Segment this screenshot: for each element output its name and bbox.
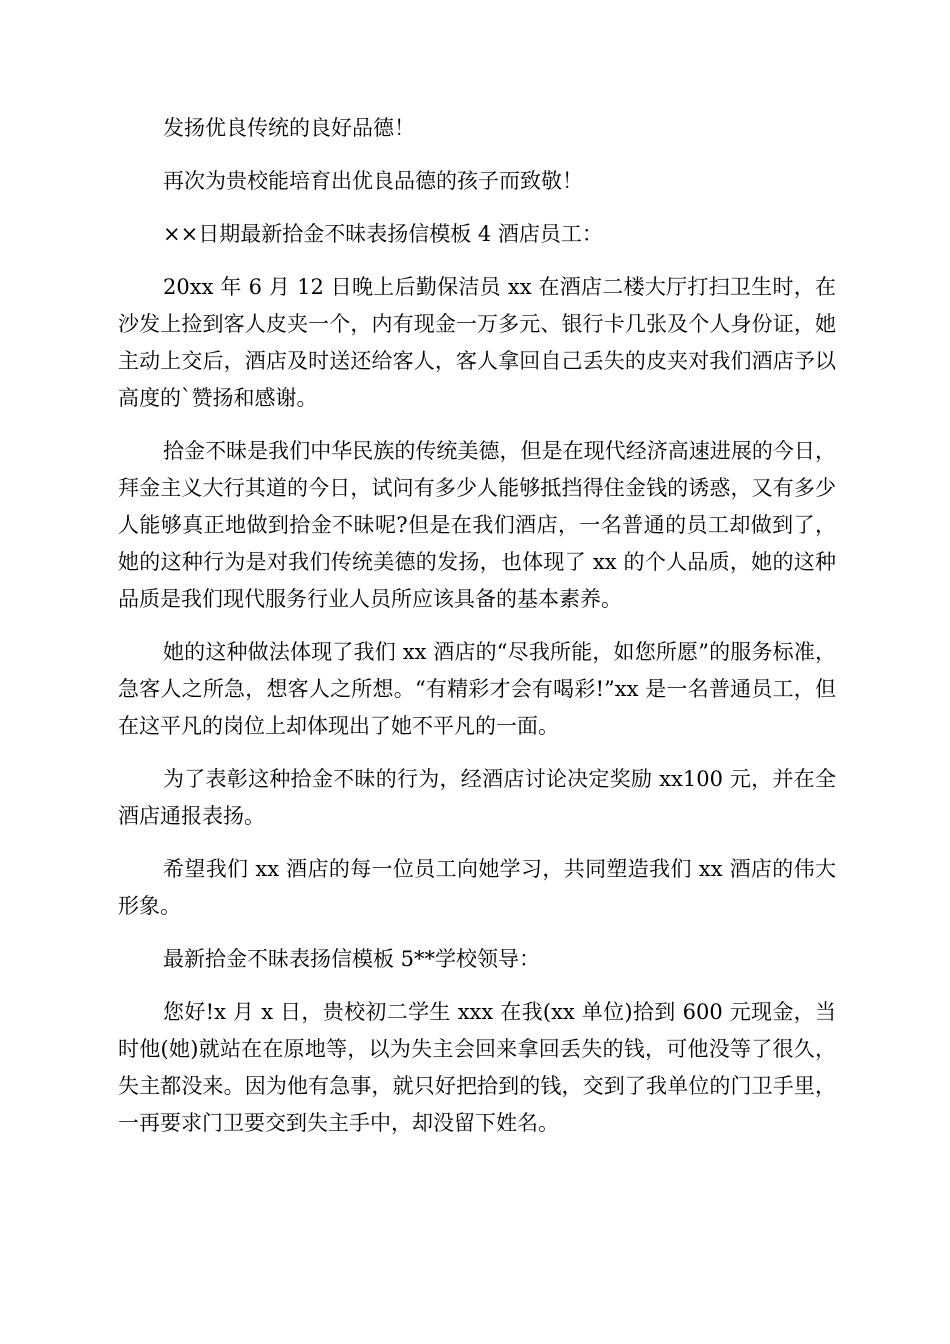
paragraph-school-incident: 您好!x 月 x 日，贵校初二学生 xxx 在我(xx 单位)拾到 600 元现金，当时他(她)就站在在原地等，以为失主会回来拿回丢失的钱，可他没等了很久，失主都没来。因为他有急事，就只好把拾到的钱，交到了我单位的门卫手里，一再要求门卫要交到失主手中，却没留下姓名。	[118, 1000, 836, 1135]
paragraph-closing-virtue: 发扬优良传统的良好品德！	[163, 116, 415, 140]
paragraph-service-standard: 她的这种做法体现了我们 xx 酒店的“尽我所能，如您所愿”的服务标准，急客人之所急，想客人之所想。“有精彩才会有喝彩!”xx 是一名普通员工，但在这平凡的岗位上却体现出了她不平凡的一面。	[118, 640, 836, 738]
paragraph-template-4-heading: ××日期最新拾金不昧表扬信模板 4 酒店员工：	[163, 222, 603, 246]
paragraph-salute: 再次为贵校能培育出优良品德的孩子而致敬！	[163, 169, 583, 193]
document-page	[118, 110, 836, 1158]
paragraph-hotel-incident: 20xx 年 6 月 12 日晚上后勤保洁员 xx 在酒店二楼大厅打扫卫生时，在沙发上捡到客人皮夹一个，内有现金一万多元、银行卡几张及个人身份证，她主动上交后，酒店及时送还给客人，客人拿回自己丢失的皮夹对我们酒店予以高度的`赞扬和感谢。	[118, 275, 836, 410]
paragraph-template-5-heading: 最新拾金不昧表扬信模板 5**学校领导：	[163, 947, 541, 971]
paragraph-reward: 为了表彰这种拾金不昧的行为，经酒店讨论决定奖励 xx100 元，并在全酒店通报表扬。	[118, 767, 836, 828]
paragraph-hope: 希望我们 xx 酒店的每一位员工向她学习，共同塑造我们 xx 酒店的伟大形象。	[118, 857, 836, 918]
paragraph-traditional-virtue: 拾金不昧是我们中华民族的传统美德，但是在现代经济高速进展的今日，拜金主义大行其道的今日，试问有多少人能够抵挡得住金钱的诱惑，又有多少人能够真正地做到拾金不昧呢?但是在我们酒店，一名普通的员工却做到了，她的这种行为是对我们传统美德的发扬，也体现了 xx 的个人品质，她的这种品质是我们现代服务行业人员所应该具备的基本素养。	[118, 439, 836, 611]
